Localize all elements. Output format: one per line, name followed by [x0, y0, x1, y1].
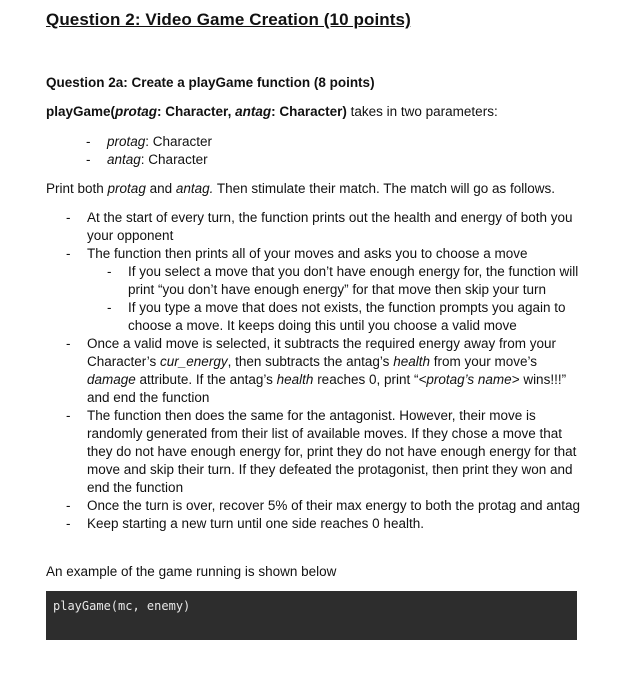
term-cur-energy: cur_energy [160, 354, 228, 369]
rules-sublist-wrapper [66, 263, 586, 335]
term-health: health [393, 354, 430, 369]
rules-sublist [87, 263, 586, 335]
intro-text: and [145, 181, 176, 196]
rule-item [66, 407, 586, 497]
bullet-dash: - [86, 152, 91, 167]
subquestion-heading: Question 2a: Create a playGame function (8 points) [46, 75, 375, 90]
rule-item [66, 335, 586, 407]
sig-sep-1: : Character, [157, 104, 236, 119]
code-line: playGame(mc, enemy) [53, 599, 191, 613]
intro-protag: protag [107, 181, 146, 196]
bullet-dash: - [86, 134, 91, 149]
bullet-dash: - [66, 408, 71, 423]
intro-text: Print both [46, 181, 108, 196]
param-name: antag [107, 152, 141, 167]
rule-text: The function then prints all of your moves and asks you to choose a move [87, 246, 528, 261]
code-block [46, 591, 577, 640]
sig-param-2: antag [235, 104, 272, 119]
subrule-text: If you type a move that does not exists, the function prompts you again to choose a move. It keeps doing this until you choose a valid move [128, 300, 566, 333]
sig-description: takes in two parameters: [346, 104, 498, 119]
rules-list-continued [66, 335, 586, 533]
rule-text: Once a valid move is selected, it subtracts the required energy away from your Character’s cur_energy, then subtracts the antag’s health from your move’s damage attribute. If the antag’s health reaches 0, print “<protag’s name> wins!!!” and end the function [87, 336, 567, 405]
rule-item [66, 209, 586, 245]
param-item [88, 151, 212, 169]
param-item [88, 133, 212, 151]
rule-text: At the start of every turn, the function prints out the health and energy of both you your opponent [87, 210, 573, 243]
term-protag-name: <protag’s name> [418, 372, 520, 387]
subrule-item [87, 299, 586, 335]
bullet-dash: - [66, 516, 71, 531]
bullet-dash: - [107, 264, 112, 279]
rule-item [66, 245, 586, 263]
bullet-dash: - [66, 210, 71, 225]
sig-param-1: protag [115, 104, 158, 119]
rules-list [66, 209, 586, 263]
rule-item [66, 497, 586, 515]
rule-text: Keep starting a new turn until one side reaches 0 health. [87, 516, 424, 531]
intro-paragraph [46, 180, 555, 198]
param-type: : Character [140, 152, 208, 167]
term-damage: damage [87, 372, 136, 387]
rule-text: Once the turn is over, recover 5% of their max energy to both the protag and antag [87, 498, 581, 513]
param-type: : Character [145, 134, 213, 149]
sig-sep-2: : Character) [271, 104, 347, 119]
question-heading: Question 2: Video Game Creation (10 points) [46, 10, 411, 29]
rule-item [66, 515, 586, 533]
bullet-dash: - [107, 300, 112, 315]
rule-subgroup [66, 263, 586, 335]
term-health: health [276, 372, 314, 387]
bullet-dash: - [66, 498, 71, 513]
subrule-item [87, 263, 586, 299]
sig-fn: playGame( [46, 104, 116, 119]
intro-antag: antag. [175, 181, 214, 196]
bullet-dash: - [66, 246, 71, 261]
param-name: protag [107, 134, 146, 149]
example-caption: An example of the game running is shown below [46, 564, 337, 579]
rule-text: The function then does the same for the antagonist. However, their move is randomly generated from their list of available moves. If they chose a move that they do not have enough energy for, print they do not have enough energy for that move and skip their turn. If they defeated the protagonist, then print they won and end the function [87, 408, 577, 495]
param-list [88, 133, 212, 169]
intro-text: Then stimulate their match. The match will go as follows. [213, 181, 556, 196]
bullet-dash: - [66, 336, 71, 351]
function-signature [46, 104, 498, 119]
subrule-text: If you select a move that you don’t have enough energy for, the function will print “you don’t have enough energy” for that move then skip your turn [128, 264, 579, 297]
